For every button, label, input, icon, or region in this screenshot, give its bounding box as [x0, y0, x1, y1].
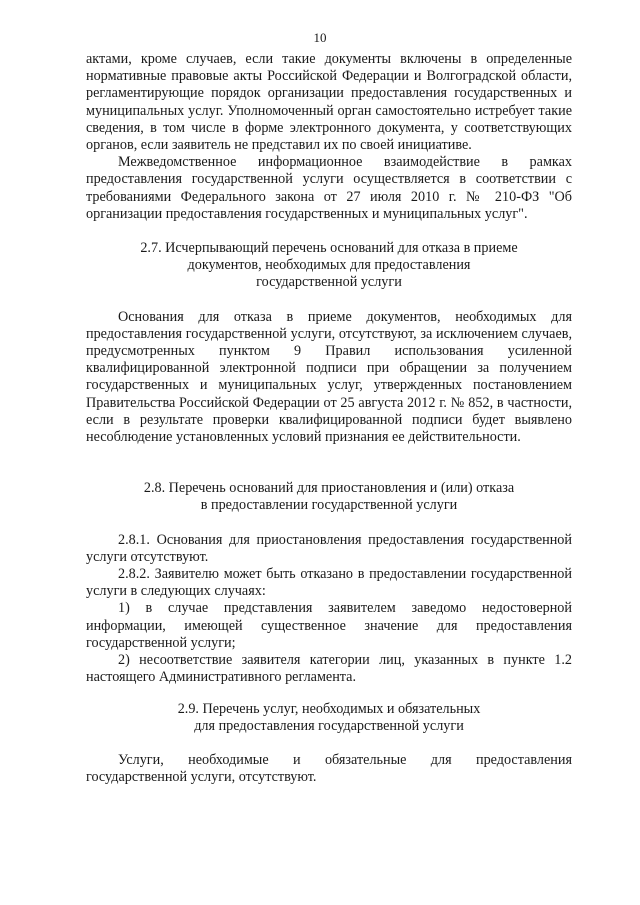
section-heading-2-9 [86, 701, 572, 735]
paragraph-2-8-2: 2.8.2. Заявителю может быть отказано в предоставлении государственной услуги в следующих случаях: [86, 566, 572, 600]
section-heading-2-8 [86, 480, 572, 514]
heading-line: 2.9. Перечень услуг, необходимых и обязательных [177, 700, 481, 717]
list-item-category-mismatch: 2) несоответствие заявителя категории лиц, указанных в пункте 1.2 настоящего Административного регламента. [86, 652, 572, 686]
page-body [86, 51, 572, 786]
paragraph-interagency-interaction: Межведомственное информационное взаимодействие в рамках предоставления государственной услуги осуществляется в соответствии с требованиями Федерального закона от 27 июля 2010 г. № 210-ФЗ "Об организации предоставления государственных и муниципальных услуг". [86, 154, 572, 222]
paragraph-refusal-grounds: Основания для отказа в приеме документов, необходимых для предоставления государственной услуги, отсутствуют, за исключением случаев, предусмотренных пунктом 9 Правил использования усиленной квалифицированной электронной подписи при обращении за получением государственных и муниципальных услуг, утвержденных постановлением Правительства Российской Федерации от 25 августа 2012 г. № 852, в частности, если в результате проверки квалифицированной подписи будет выявлено несоблюдение установленных условий признания ее действительности. [86, 308, 572, 446]
heading-line: 2.8. Перечень оснований для приостановления и (или) отказа [143, 480, 515, 497]
paragraph-documents-exception: актами, кроме случаев, если такие документы включены в определенные нормативные правовые акты Российской Федерации и Волгоградской области, регламентирующие порядок организации предоставления государственных и муниципальных услуг. Уполномоченный орган самостоятельно истребует такие сведения, в том числе в форме электронного документа, у соответствующих органов, если заявитель не представил их по своей инициативе. [86, 51, 572, 154]
heading-line: документов, необходимых для предоставления [187, 257, 471, 274]
heading-line: государственной услуги [256, 274, 402, 291]
heading-line: для предоставления государственной услуги [194, 717, 464, 734]
list-item-false-information: 1) в случае представления заявителем заведомо недостоверной информации, имеющей существенное значение для предоставления государственной услуги; [86, 600, 572, 651]
section-heading-2-7 [86, 240, 572, 292]
heading-line: в предоставлении государственной услуги [200, 497, 458, 514]
paragraph-2-8-1: 2.8.1. Основания для приостановления предоставления государственной услуги отсутствуют. [86, 531, 572, 565]
heading-line: 2.7. Исчерпывающий перечень оснований для отказа в приеме [140, 240, 518, 257]
paragraph-required-services: Услуги, необходимые и обязательные для предоставления государственной услуги, отсутствуют. [86, 751, 572, 786]
page-number: 10 [313, 30, 327, 45]
